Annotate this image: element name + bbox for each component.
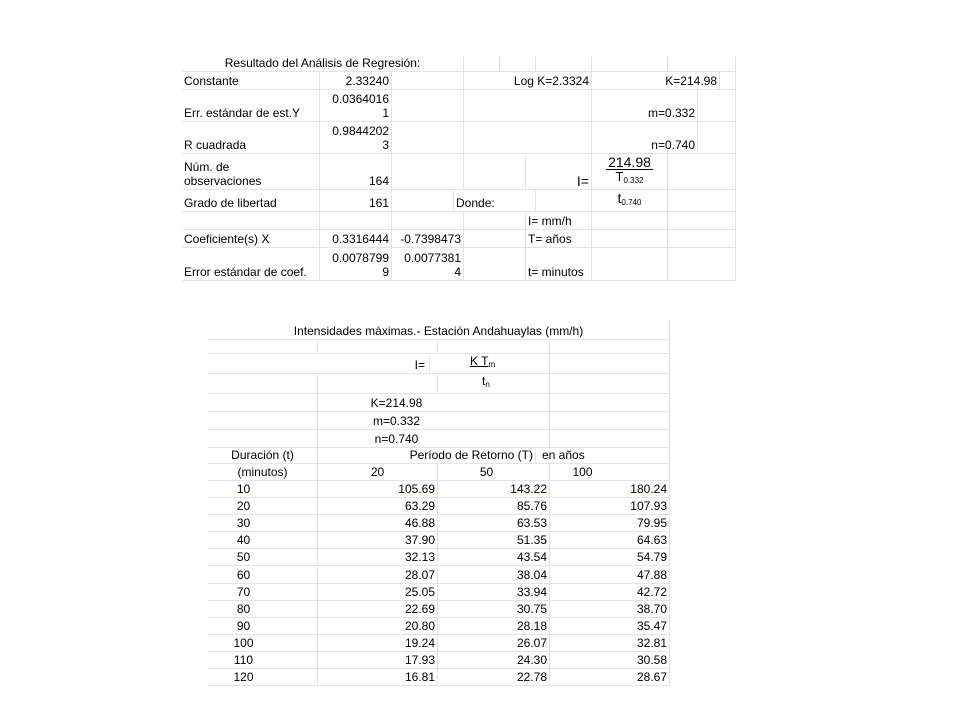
intensity-t20-cell: 22.69 [318, 601, 438, 618]
intensity-table [208, 320, 670, 686]
dof-label: Grado de libertad [182, 190, 320, 212]
intensity-t20-cell: 63.29 [318, 498, 438, 515]
duration-cell: 100 [208, 635, 318, 652]
intensity-t50-cell: 28.18 [438, 618, 550, 635]
duration-cell: 10 [208, 481, 318, 498]
period-100-header: 100 [550, 464, 670, 481]
intensity-t100-cell: 38.70 [550, 601, 670, 618]
donde-label: Donde: [454, 190, 536, 212]
t-power [592, 190, 668, 212]
intensity-t20-cell: 20.80 [318, 618, 438, 635]
intensity-t100-cell: 54.79 [550, 549, 670, 566]
log-k-value: Log K=2.3324 [464, 72, 592, 90]
intensity-t100-cell: 30.58 [550, 652, 670, 669]
intensity-t100-cell: 42.72 [550, 584, 670, 601]
units-duration: t= minutos [526, 248, 592, 281]
intensity-t20-cell: 19.24 [318, 635, 438, 652]
intensity-t100-cell: 180.24 [550, 481, 670, 498]
coef-err-label: Error estándar de coef. [182, 248, 320, 281]
period-20-header: 20 [318, 464, 438, 481]
intensity-t100-cell: 35.47 [550, 618, 670, 635]
intensity-t100-cell: 32.81 [550, 635, 670, 652]
intensity-t100-cell: 28.67 [550, 669, 670, 686]
k-value: K=214.98 [592, 72, 720, 90]
units-intensity: I= mm/h [526, 212, 592, 230]
intensity-t50-cell: 63.53 [438, 515, 550, 532]
intensity-t20-cell: 17.93 [318, 652, 438, 669]
formula-eq-label: I= [208, 354, 430, 374]
m-param: m=0.332 [318, 412, 550, 430]
intensity-t50-cell: 24.30 [438, 652, 550, 669]
intensity-t100-cell: 107.93 [550, 498, 670, 515]
formula-kt: K T [470, 354, 489, 368]
formula-n: n [485, 380, 490, 389]
t-symbol: t [617, 190, 622, 206]
intensity-title: Intensidades máximas.- Estación Andahuaylas (mm/h) [208, 320, 670, 340]
duration-cell: 120 [208, 669, 318, 686]
duration-cell: 70 [208, 584, 318, 601]
n-param: n=0.740 [318, 430, 550, 448]
duration-cell: 60 [208, 567, 318, 584]
intensity-t100-cell: 47.88 [550, 567, 670, 584]
r-squared-label: R cuadrada [182, 122, 320, 154]
t-exponent: 0.740 [621, 198, 642, 207]
coef-err-value-1: 0.0078799 9 [320, 248, 392, 281]
fraction-numerator: 214.98 [608, 154, 651, 170]
err-std-label: Err. estándar de est.Y [182, 90, 320, 122]
coef-value-2: -0.7398473 [392, 230, 464, 248]
intensity-t20-cell: 46.88 [318, 515, 438, 532]
observations-value: 164 [320, 154, 392, 190]
intensity-t100-cell: 64.63 [550, 532, 670, 549]
formula-t: t [482, 374, 486, 388]
err-std-value: 0.0364016 1 [320, 90, 392, 122]
formula-m: m [488, 360, 496, 369]
regression-title: Resultado del Análisis de Regresión: [182, 56, 464, 72]
constante-label: Constante [182, 72, 320, 90]
formula-numerator [430, 354, 550, 374]
duration-header: Duración (t) [208, 448, 318, 464]
intensity-t20-cell: 25.05 [318, 584, 438, 601]
n-value: n=0.740 [592, 122, 698, 154]
duration-cell: 40 [208, 532, 318, 549]
intensity-t50-cell: 26.07 [438, 635, 550, 652]
intensity-t50-cell: 51.35 [438, 532, 550, 549]
regression-table [182, 56, 736, 281]
units-period: T= años [526, 230, 592, 248]
fraction-denominator: T [615, 169, 624, 184]
constante-value: 2.33240 [320, 72, 392, 90]
intensity-t20-cell: 37.90 [318, 532, 438, 549]
m-value: m=0.332 [592, 90, 698, 122]
intensity-t100-cell: 79.95 [550, 515, 670, 532]
intensity-t50-cell: 33.94 [438, 584, 550, 601]
intensity-t20-cell: 105.69 [318, 481, 438, 498]
formula-denominator [438, 374, 550, 394]
duration-cell: 80 [208, 601, 318, 618]
coef-value-1: 0.3316444 [320, 230, 392, 248]
duration-cell: 50 [208, 549, 318, 566]
period-unit: en años [536, 448, 670, 464]
dof-value: 161 [320, 190, 392, 212]
observations-label: Núm. de observaciones [182, 154, 320, 190]
fraction-exponent: 0.332 [623, 176, 644, 185]
intensity-eq-label: I= [526, 154, 592, 190]
duration-cell: 110 [208, 652, 318, 669]
duration-cell: 30 [208, 515, 318, 532]
coef-label: Coeficiente(s) X [182, 230, 320, 248]
intensity-t20-cell: 32.13 [318, 549, 438, 566]
intensity-t20-cell: 16.81 [318, 669, 438, 686]
minutes-header: (minutos) [208, 464, 318, 481]
r-squared-value: 0.9844202 3 [320, 122, 392, 154]
intensity-t50-cell: 143.22 [438, 481, 550, 498]
intensity-t50-cell: 85.76 [438, 498, 550, 515]
intensity-t50-cell: 22.78 [438, 669, 550, 686]
coef-err-value-2: 0.0077381 4 [392, 248, 464, 281]
duration-cell: 20 [208, 498, 318, 515]
intensity-t50-cell: 43.54 [438, 549, 550, 566]
intensity-t50-cell: 30.75 [438, 601, 550, 618]
intensity-t20-cell: 28.07 [318, 567, 438, 584]
period-header: Período de Retorno (T) [318, 448, 536, 464]
duration-cell: 90 [208, 618, 318, 635]
period-50-header: 50 [438, 464, 550, 481]
intensity-fraction [592, 154, 668, 190]
intensity-t50-cell: 38.04 [438, 567, 550, 584]
k-param: K=214.98 [318, 394, 550, 412]
